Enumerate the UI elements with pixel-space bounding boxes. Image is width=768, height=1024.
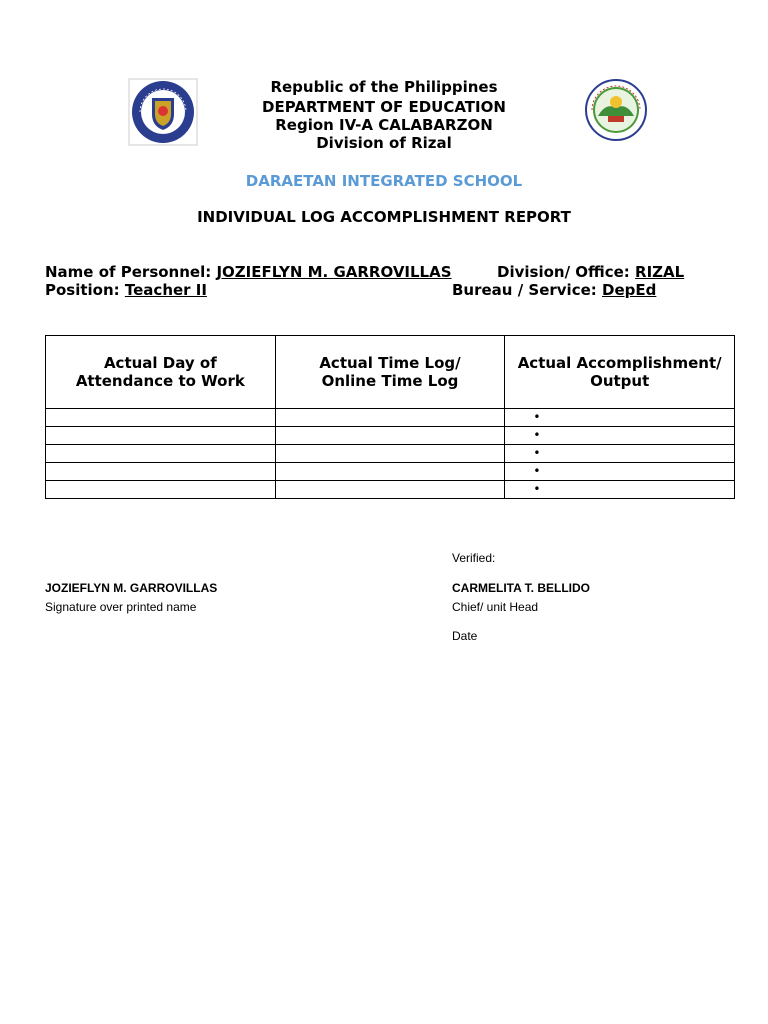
name-of-personnel-field — [45, 263, 452, 281]
name-label: Name of Personnel: — [45, 263, 217, 281]
division-label: Division/ Office: — [497, 263, 636, 281]
table-cell-bullet[interactable]: • — [505, 445, 735, 463]
table-cell[interactable] — [46, 409, 276, 427]
header-region: Region IV-A CALABARZON — [275, 116, 493, 134]
table-row — [46, 463, 735, 481]
position-value: Teacher II — [124, 281, 207, 299]
header-division: Division of Rizal — [316, 134, 452, 152]
bureau-value: DepEd — [602, 281, 657, 299]
table-row — [46, 409, 735, 427]
table-cell[interactable] — [46, 427, 276, 445]
date-label: Date — [452, 629, 478, 643]
school-name: DARAETAN INTEGRATED SCHOOL — [245, 172, 523, 190]
position-label: Position: — [45, 281, 125, 299]
header-department: DEPARTMENT OF EDUCATION — [262, 98, 506, 116]
table-cell[interactable] — [275, 463, 505, 481]
table-cell[interactable] — [46, 445, 276, 463]
table-row — [46, 481, 735, 499]
col-header-time-log — [275, 336, 505, 409]
log-table — [45, 335, 735, 499]
table-cell[interactable] — [275, 445, 505, 463]
table-cell[interactable] — [46, 463, 276, 481]
table-cell[interactable] — [46, 481, 276, 499]
col-header-accomp-line1: Actual Accomplishment/ — [517, 354, 722, 372]
table-header-row — [46, 336, 735, 409]
division-value: RIZAL — [635, 263, 685, 281]
unit-head-name: CARMELITA T. BELLIDO — [452, 581, 590, 595]
table-cell[interactable] — [275, 427, 505, 445]
division-office-field — [497, 263, 684, 281]
signature-caption: Signature over printed name — [45, 600, 197, 614]
table-cell-bullet[interactable]: • — [505, 427, 735, 445]
col-header-accomp-line2: Output — [590, 372, 650, 390]
personnel-printed-name: JOZIEFLYN M. GARROVILLAS — [45, 581, 218, 595]
table-row — [46, 427, 735, 445]
unit-head-caption: Chief/ unit Head — [452, 600, 539, 614]
table-cell-bullet[interactable]: • — [505, 481, 735, 499]
table-row — [46, 445, 735, 463]
col-header-accomplishment — [505, 336, 735, 409]
table-cell-bullet[interactable]: • — [505, 409, 735, 427]
col-header-day-line1: Actual Day of — [103, 354, 217, 372]
col-header-day-line2: Attendance to Work — [75, 372, 245, 390]
name-value: JOZIEFLYN M. GARROVILLAS — [216, 263, 452, 281]
col-header-time-line2: Online Time Log — [321, 372, 459, 390]
table-cell[interactable] — [275, 409, 505, 427]
verified-label: Verified: — [452, 551, 496, 565]
bureau-label: Bureau / Service: — [452, 281, 602, 299]
header-republic: Republic of the Philippines — [270, 78, 498, 96]
report-title: INDIVIDUAL LOG ACCOMPLISHMENT REPORT — [197, 208, 571, 226]
col-header-day — [46, 336, 276, 409]
col-header-time-line1: Actual Time Log/ — [319, 354, 461, 372]
table-cell[interactable] — [275, 481, 505, 499]
table-cell-bullet[interactable]: • — [505, 463, 735, 481]
position-field — [45, 281, 207, 299]
bureau-service-field — [452, 281, 656, 299]
